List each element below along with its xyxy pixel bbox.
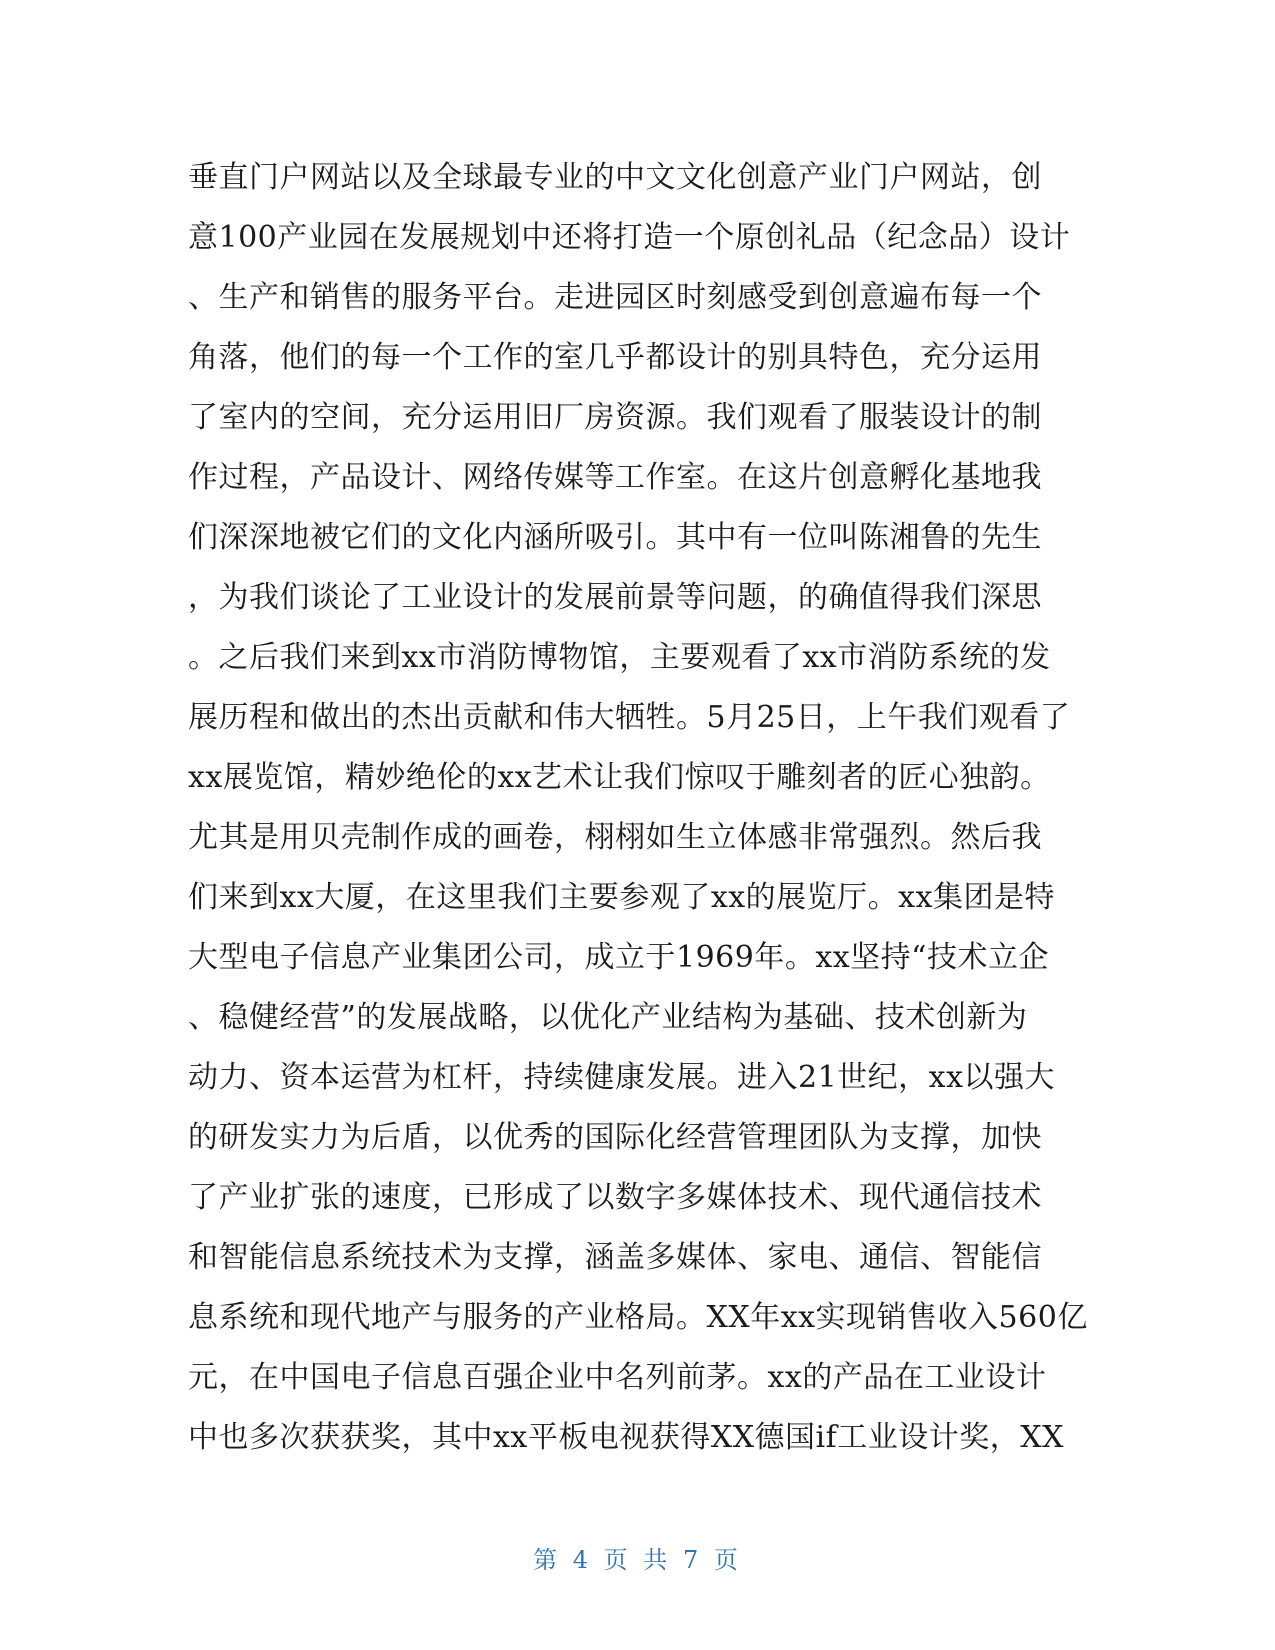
text-line: 中也多次获获奖，其中xx平板电视获得XX德国if工业设计奖，XX xyxy=(188,1420,1064,1455)
text-line: 元，在中国电子信息百强企业中名列前茅。xx的产品在工业设计 xyxy=(188,1360,1047,1395)
text-line: 们来到xx大厦，在这里我们主要参观了xx的展览厅。xx集团是特 xyxy=(188,880,1056,915)
text-line: 垂直门户网站以及全球最专业的中文文化创意产业门户网站，创 xyxy=(188,160,1042,195)
text-line: 息系统和现代地产与服务的产业格局。XX年xx实现销售收入560亿 xyxy=(188,1300,1088,1335)
text-line: 、生产和销售的服务平台。走进园区时刻感受到创意遍布每一个 xyxy=(188,280,1042,315)
text-line: 尤其是用贝壳制作成的画卷，栩栩如生立体感非常强烈。然后我 xyxy=(188,820,1042,855)
text-line: 们深深地被它们的文化内涵所吸引。其中有一位叫陈湘鲁的先生 xyxy=(188,520,1042,555)
text-line: 意100产业园在发展规划中还将打造一个原创礼品（纪念品）设计 xyxy=(188,220,1071,255)
text-line: 。之后我们来到xx市消防博物馆，主要观看了xx市消防系统的发 xyxy=(188,640,1051,675)
text-line: 动力、资本运营为杠杆，持续健康发展。进入21世纪，xx以强大 xyxy=(188,1060,1056,1095)
text-line: 了产业扩张的速度，已形成了以数字多媒体技术、现代通信技术 xyxy=(188,1180,1042,1215)
text-line: 了室内的空间，充分运用旧厂房资源。我们观看了服装设计的制 xyxy=(188,400,1042,435)
text-line: 角落，他们的每一个工作的室几乎都设计的别具特色，充分运用 xyxy=(188,340,1042,375)
text-line: 、稳健经营”的发展战略，以优化产业结构为基础、技术创新为 xyxy=(188,1000,1028,1035)
text-line: 作过程，产品设计、网络传媒等工作室。在这片创意孵化基地我 xyxy=(188,460,1042,495)
text-line: ，为我们谈论了工业设计的发展前景等问题，的确值得我们深思 xyxy=(188,580,1042,615)
text-line: xx展览馆，精妙绝伦的xx艺术让我们惊叹于雕刻者的匠心独韵。 xyxy=(188,760,1051,795)
text-line: 和智能信息系统技术为支撑，涵盖多媒体、家电、通信、智能信 xyxy=(188,1240,1042,1275)
text-line: 大型电子信息产业集团公司，成立于1969年。xx坚持“技术立企 xyxy=(188,940,1050,975)
body-text xyxy=(188,148,1088,1468)
page-number-footer: 第 4 页 共 7 页 xyxy=(533,1546,742,1574)
text-line: 的研发实力为后盾，以优秀的国际化经营管理团队为支撑，加快 xyxy=(188,1120,1042,1155)
text-line: 展历程和做出的杰出贡献和伟大牺牲。5月25日，上午我们观看了 xyxy=(188,700,1071,735)
